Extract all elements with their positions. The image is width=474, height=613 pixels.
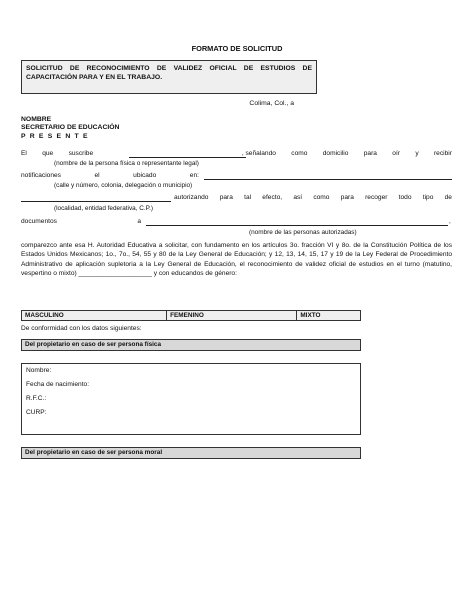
recipient-name: NOMBRE [21, 116, 52, 123]
section-moral-header: Del propietario en caso de ser persona moral [21, 447, 361, 459]
form-title: FORMATO DE SOLICITUD [191, 44, 283, 53]
gender-mixto[interactable]: MIXTO [300, 312, 321, 319]
note-address: (calle y número, colonia, delegación o municipio) [54, 182, 193, 189]
recipient-present: P R E S E N T E [21, 132, 89, 140]
main-paragraph: comparezco ante esa H. Autoridad Educativa a solicitar, con fundamento en los artículos 3o. fracción VI y 8o. de la Constitución Política de los Estados Unidos Mexicanos; 1o., 7o., 54, 55 y 80 de la Ley General de Educación; y 12, 13, 14, 15, 17 y 19 de la Ley Federal de Procedimiento Administrativo de aplicación supletoria a la Ley General de Educación, el reconocimiento de validez oficial de estudios en el turno (matutino, vespertino o mixto) ____________________ y con educandos de género: [21, 242, 452, 278]
note-persons: (nombre de las personas autorizadas) [249, 229, 357, 236]
place-date: Colima, Col., a [249, 100, 294, 107]
persons-blank[interactable] [146, 225, 448, 226]
field-curp[interactable]: CURP: [26, 409, 47, 416]
request-header-box: SOLICITUD DE RECONOCIMIENTO DE VALIDEZ OFICIAL DE ESTUDIOS DE CAPACITACIÓN PARA Y EN EL TRABAJO. [21, 60, 317, 94]
gender-masculino[interactable]: MASCULINO [22, 311, 167, 320]
confirm-text: De conformidad con los datos siguientes: [21, 325, 142, 332]
note-locality: (localidad, entidad federativa, C.P.) [54, 205, 153, 212]
recipient-title: SECRETARIO DE EDUCACIÓN [21, 124, 120, 132]
field-rfc[interactable]: R.F.C.: [26, 395, 47, 402]
name-blank[interactable] [129, 157, 246, 158]
field-nombre[interactable]: Nombre: [26, 367, 52, 374]
address-blank[interactable] [204, 179, 452, 180]
gender-femenino[interactable]: FEMENINO [167, 311, 297, 320]
fisica-fields-box [21, 363, 361, 435]
locality-blank[interactable] [21, 201, 171, 202]
form-row-1: El que suscribe , señalando como domicilio para oír y recibir [21, 150, 452, 157]
form-row-3: autorizando para tal efecto, así como para recoger todo tipo de [174, 194, 452, 201]
note-name: (nombre de la persona física o representante legal) [54, 160, 199, 167]
section-fisica-header: Del propietario en caso de ser persona física [21, 339, 361, 351]
field-fecha-nacimiento[interactable]: Fecha de nacimiento: [26, 381, 90, 388]
gender-table [21, 310, 361, 321]
recipient-block [21, 116, 119, 141]
comma: , [449, 218, 451, 225]
form-row-4: documentos a [21, 218, 141, 225]
form-row-2: notificaciones el ubicado en: [21, 172, 199, 179]
